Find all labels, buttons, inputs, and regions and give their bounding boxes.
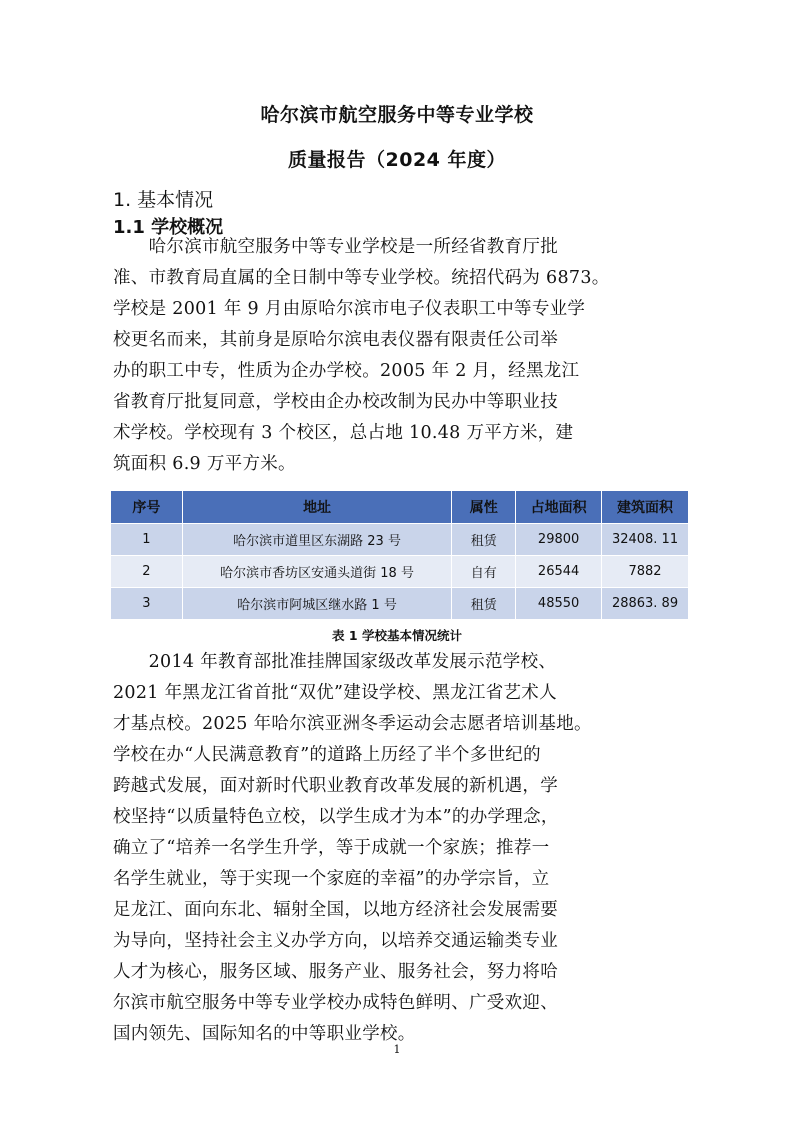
table-row xyxy=(111,556,689,588)
cell-building-area: 7882 xyxy=(602,556,689,588)
paragraph-line: 学校是 2001 年 9 月由原哈尔滨市电子仪表职工中等专业学 xyxy=(113,299,586,319)
paragraph-line: 学校在办“人民满意教育”的道路上历经了半个多世纪的 xyxy=(113,745,541,765)
column-header-index: 序号 xyxy=(111,491,183,524)
cell-address: 哈尔滨市道里区东湖路 23 号 xyxy=(182,524,451,556)
cell-address: 哈尔滨市阿城区继水路 1 号 xyxy=(182,588,451,620)
paragraph-line: 术学校。学校现有 3 个校区，总占地 10.48 万平方米，建 xyxy=(113,423,574,443)
cell-building-area: 28863. 89 xyxy=(602,588,689,620)
report-subtitle: 质量报告（2024 年度） xyxy=(288,149,506,171)
paragraph-line: 足龙江、面向东北、辐射全国，以地方经济社会发展需要 xyxy=(113,900,558,920)
column-header-address: 地址 xyxy=(182,491,451,524)
paragraph-line: 校更名而来，其前身是原哈尔滨电表仪器有限责任公司举 xyxy=(113,330,558,350)
paragraph-line: 人才为核心，服务区域、服务产业、服务社会，努力将哈 xyxy=(113,962,558,982)
paragraph-line: 才基点校。2025 年哈尔滨亚洲冬季运动会志愿者培训基地。 xyxy=(113,714,592,734)
report-title: 哈尔滨市航空服务中等专业学校 xyxy=(260,104,534,126)
column-header-building-area: 建筑面积 xyxy=(602,491,689,524)
cell-land-area: 29800 xyxy=(516,524,602,556)
paragraph-school-development xyxy=(113,647,683,1050)
paragraph-line: 2021 年黑龙江省首批“双优”建设学校、黑龙江省艺术人 xyxy=(113,683,557,703)
paragraph-line: 为导向，坚持社会主义办学方向，以培养交通运输类专业 xyxy=(113,931,558,951)
cell-address: 哈尔滨市香坊区安通头道街 18 号 xyxy=(182,556,451,588)
table-row xyxy=(111,588,689,620)
cell-land-area: 26544 xyxy=(516,556,602,588)
paragraph-line: 国内领先、国际知名的中等职业学校。 xyxy=(113,1024,416,1044)
paragraph-line: 办的职工中专，性质为企办学校。2005 年 2 月，经黑龙江 xyxy=(113,361,580,381)
cell-building-area: 32408. 11 xyxy=(602,524,689,556)
cell-index: 3 xyxy=(111,588,183,620)
paragraph-line: 跨越式发展，面对新时代职业教育改革发展的新机遇，学 xyxy=(113,776,558,796)
column-header-land-area: 占地面积 xyxy=(516,491,602,524)
paragraph-line: 2014 年教育部批准挂牌国家级改革发展示范学校、 xyxy=(113,652,557,672)
column-header-ownership: 属性 xyxy=(452,491,516,524)
paragraph-line: 确立了“培养一名学生升学，等于成就一个家族；推荐一 xyxy=(113,838,550,858)
table-caption: 表 1 学校基本情况统计 xyxy=(332,628,462,643)
table-header-row xyxy=(111,491,689,524)
page-number: 1 xyxy=(393,1043,401,1056)
paragraph-line: 名学生就业，等于实现一个家庭的幸福”的办学宗旨，立 xyxy=(113,869,550,889)
paragraph-line: 准、市教育局直属的全日制中等专业学校。统招代码为 6873。 xyxy=(113,268,610,288)
section-heading-basic-info: 1. 基本情况 xyxy=(113,189,214,211)
cell-index: 1 xyxy=(111,524,183,556)
cell-index: 2 xyxy=(111,556,183,588)
paragraph-line: 筑面积 6.9 万平方米。 xyxy=(113,454,296,474)
subsection-heading-school-overview: 1.1 学校概况 xyxy=(113,217,224,238)
cell-ownership: 自有 xyxy=(452,556,516,588)
cell-land-area: 48550 xyxy=(516,588,602,620)
cell-ownership: 租赁 xyxy=(452,524,516,556)
campus-info-table xyxy=(110,490,689,620)
cell-ownership: 租赁 xyxy=(452,588,516,620)
paragraph-line: 哈尔滨市航空服务中等专业学校是一所经省教育厅批 xyxy=(113,237,558,257)
paragraph-line: 尔滨市航空服务中等专业学校办成特色鲜明、广受欢迎、 xyxy=(113,993,558,1013)
paragraph-line: 省教育厅批复同意，学校由企办校改制为民办中等职业技 xyxy=(113,392,558,412)
table-row xyxy=(111,524,689,556)
paragraph-school-overview xyxy=(113,232,683,480)
paragraph-line: 校坚持“以质量特色立校，以学生成才为本”的办学理念， xyxy=(113,807,559,827)
